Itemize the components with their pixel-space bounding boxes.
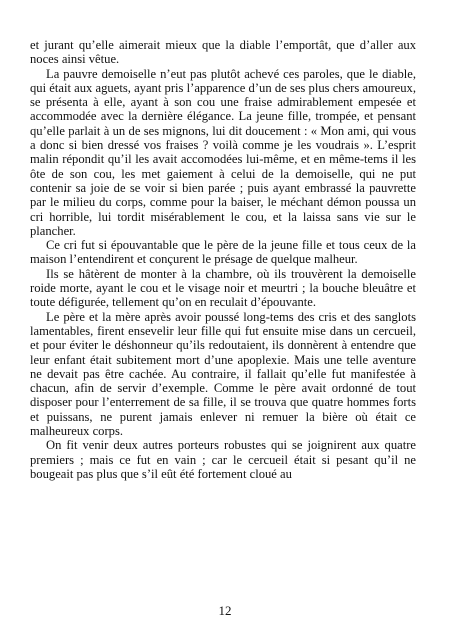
paragraph-5: Le père et la mère après avoir poussé long-tems des cris et des sanglots lamentables, firent ensevelir leur fille qui fut ensuite mise dans un cercueil, et pour éviter le déshonneur qu’ils redoutaient, ils donnèrent à entendre que leur enfant était subitement mort d’une apoplexie. Mais une telle aventure ne devait pas être cachée. Au contraire, il fallait qu’elle fut manifestée à chacun, afin de servir d’exemple. Comme le père avait ordonné de tout disposer pour l’enterrement de sa fille, il se trouva que quatre hommes forts et puissans, ne purent jamais enlever ni remuer la bière où était ce malheureux corps. (30, 309, 416, 439)
paragraph-4: Ils se hâtèrent de monter à la chambre, où ils trouvèrent la demoiselle roide morte, ayant le cou et le visage noir et meurtri ; la bouche bleuâtre et toute défigurée, tellement qu’on en reculait d’épouvante. (30, 266, 416, 310)
page-number: 12 (218, 603, 232, 618)
paragraph-2: La pauvre demoiselle n’eut pas plutôt achevé ces paroles, que le diable, qui était aux aguets, ayant pris l’apparence d’un de ses plus chers amoureux, se présenta à elle, ayant à son cou une fraise admirablement empesée et accommodée avec la dernière élégance. La jeune fille, trompée, et pensant qu’elle parlait à un de ses mignons, lui dit doucement : « Mon ami, qui vous a donc si bien dressé vos fraises ? voilà comme je les voudrais ». L’esprit malin répondit qu’il les avait accomodées lui-même, et en même-tems il les ôte de son cou, les met gaiement à celui de la demoiselle, qui ne put contenir sa joie de se voir si bien parée ; puis ayant embrassé la pauvrette par le milieu du corps, comme pour la baiser, le méchant démon poussa un cri horrible, lui tordit misérablement le cou, et la laissa sans vie sur le plancher. (30, 66, 416, 238)
paragraph-3: Ce cri fut si épouvantable que le père de la jeune fille et tous ceux de la maison l’entendirent et conçurent le présage de quelque malheur. (30, 238, 416, 267)
paragraph-6: On fit venir deux autres porteurs robustes qui se joignirent aux quatre premiers ; mais ce fut en vain ; car le cercueil était si pesant qu’il ne bougeait pas plus que s’il eût été fortement cloué au (30, 438, 416, 481)
page-text (30, 38, 416, 481)
paragraph-1: et jurant qu’elle aimerait mieux que la diable l’emportât, que d’aller aux noces ainsi vêtue. (30, 38, 416, 67)
